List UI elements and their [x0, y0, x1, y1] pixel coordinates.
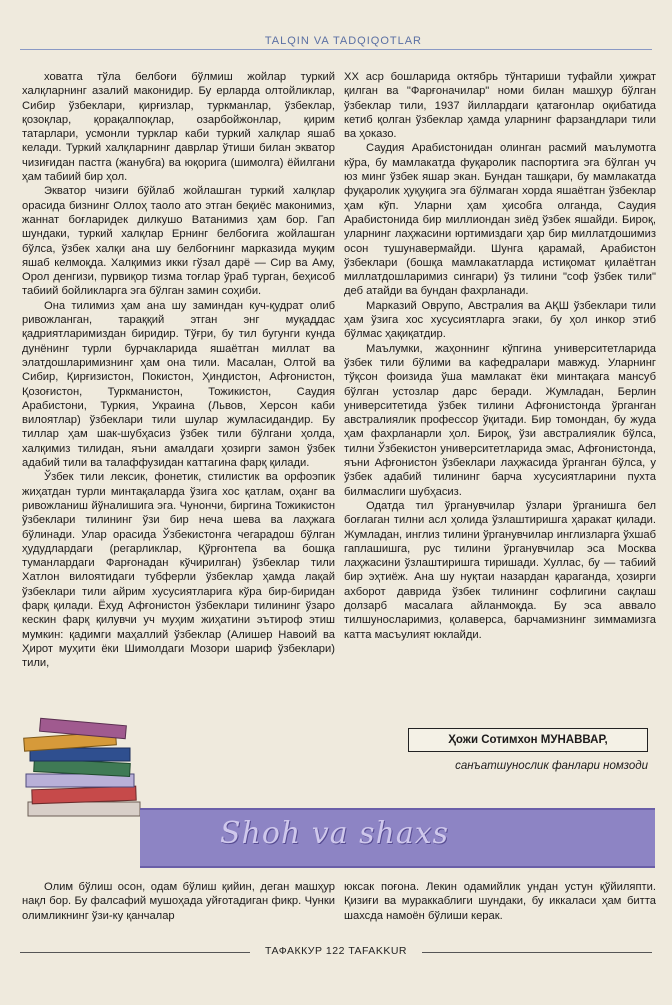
- paragraph: Ўзбек тили лексик, фонетик, стилистик ва орфоэпик жиҳатдан турли минтақаларда ўзига хос қатлам, оҳанг ва ривожланиш йўналишига эга. Чунончи, биргина Тожикистон ўзбеклари тилининг ўзи бир неча шева ва лаҳжага бўлинади. Улар орасида Ўзбекистонга чегарадош бўлган ҳудудлардаги (регарликлар, Қўрғонтепа ва бошқа туманлардаги Фарғонадан кўчирилган) ўзбеклар тили Хатлон вилоятидаги тубферли ўзбеклар ҳамда лақай ўзбеклари тили айрим хусусиятларига кўра бир-биридан фарқ қилади. Ёхуд Афғонистон ўзбеклари тилининг ўзаро кескин фарқ қилувчи уч муҳим жиҳатини эътироф этиш мумкин: қадимги маҳаллий ўзбеклар (Алишер Навоий ва Ҳирот муҳити ёки Шимолдаги Мозори шариф ўзбеклари) тили,: [22, 471, 335, 670]
- paragraph: Маълумки, жаҳоннинг кўпгина университетларида ўзбек тили бўлими ва кафедралари мавжуд. Уларнинг тўқсон фоизида ўша мамлакат ёки минтақага мансуб бўлган устозлар дарс беради. Жумладан, Берлин университетида ўзбек тилини Афғонистонда ўрганган австралиялик профессор ўқитади. Бир томондан, бу жуда ҳам фахрланарли ҳол. Бироқ, ўзи австралиялик бўлса, тилни Ўзбекистон университетларида эмас, Афғонистонда, яъни Афғонистон ўзбеклари лаҳжасида ўрганган бўлса, у ўзбек адабий тилининг барча хусусиятларини пухта билмаслиги шубҳасиз.: [344, 342, 656, 498]
- paragraph: Саудия Арабистонидан олинган расмий маълумотга кўра, бу мамлакатда фуқаролик паспортига эга бўлган уч юз минг ўзбек яшар экан. Бундан ташқари, бу мамлакатда фуқаролик ҳуқуқига эга бўлмаган хорда яшаётган ўзбеклар ҳам кўп. Уларни ҳам ҳисобга олганда, Саудия Арабистонида бир миллиондан зиёд ўзбек яшайди. Бироқ, уларнинг лаҳжасини юртимиздаги ҳар бир миллатдошимиз осон тушунавермайди. Шунга қарамай, Арабистон ўзбеклари (бошқа мамлакатларда истиқомат қилаётган миллатдошларимиз сингари) ўз тилини "соф ўзбек тили" деб атайди ва бундан фахрланади.: [344, 142, 656, 298]
- paragraph: юксак поғона. Лекин одамийлик ундан устун қўйиляпти. Қизиғи ва мураккаблиги шундаки, бу иккаласи ҳам битта шахсда намоён бўлиши керак.: [344, 881, 656, 922]
- author-signature: [408, 728, 648, 800]
- paragraph: Она тилимиз ҳам ана шу заминдан куч-қудрат олиб ривожланган, тараққий этган энг муқаддас қадриятларимиздан биридир. Тўғри, бу тил бугунги кунда дунёнинг турли бурчакларида яшаётган миллат ва элатдошларимизнинг ҳам она тили. Масалан, Олтой ва Сибир, Қирғизистон, Покистон, Ҳиндистон, Афғонистон, Қозоғистон, Туркманистон, Тожикистон, Саудия Арабистони, Туркия, Украина (Львов, Херсон каби вилоятлар) ўзбеклари тили шулар жумласидандир. Бу тиллар ҳам шак-шубҳасиз ўзбек тили бўлгани ҳолда, халқимиз тилидан, яъни амалдаги ҳозирги замон ўзбек адабий тили ва талаффузидан каттагина фарқ қилади.: [22, 299, 335, 470]
- bottom-left-column: [22, 880, 335, 930]
- paragraph: Марказий Оврупо, Австралия ва АҚШ ўзбеклари тили ҳам ўзига хос хусусиятларга эгаки, бу ҳол инкор этиб бўлмас ҳақиқатдир.: [344, 299, 656, 341]
- author-name: Ҳожи Сотимхон МУНАВВАР,: [408, 728, 648, 752]
- left-column: [22, 70, 335, 715]
- paragraph: ховатга тўла белбоғи бўлмиш жойлар туркий халқларнинг азалий маконидир. Бу ерларда олтойликлар, Сибир ўзбеклари, қирғизлар, туркманлар, ўзбеклар, қозоқлар, қорақалпоқлар, озарбойжонлар, қирим татарлари, усмонли турклар каби туркий халқлар яшаб келади. Туркий халқларнинг даврлар ўтиши билан экватор чизиғидан пастга (жанубга) ва юқорига (шимолга) ёйилгани ҳам табиий бир ҳол.: [22, 71, 335, 184]
- author-role: санъатшунослик фанлари номзоди: [455, 760, 648, 772]
- paragraph: XX аср бошларида октябрь тўнтариши туфайли ҳижрат қилган ва "Фарғоначилар" номи билан машҳур бўлган ўзбеклар тили, 1937 йиллардаги қатағонлар оқибатида кетиб қолган ўзбеклар ҳамда уларнинг фарзандлари тили ва ҳоказо.: [344, 71, 656, 141]
- page-footer: [20, 944, 652, 960]
- books-icon: [20, 714, 150, 824]
- right-column: [344, 70, 656, 710]
- header-title: TALQIN VA TADQIQOTLAR: [264, 35, 422, 47]
- banner-title: Shoh va shaxs: [220, 816, 450, 851]
- footer-text: ТАФАККУР 122 TAFAKKUR: [264, 945, 407, 957]
- paragraph: Одатда тил ўрганувчилар ўзлари ўрганишга бел боғлаган тилни асл ҳолида ўзлаштиришга ҳаракат қилади. Жумладан, инглиз тилини ўрганувчилар инглизларга ўхшаб гаплашишга, рус тилини ўрганувчилар эса Москва лаҳжасини ўзлаштиришга тиришади. Хуллас, бу — табиий бир эҳтиёж. Ана шу нуқтаи назардан қараганда, ҳозирги ахборот даврида ўзбек тилининг софлигини сақлаш долзарб масалага айланмоқда. Бу эса аввало тилшуносларимиз, қолаверса, барчамизнинг зиммамизга катта масъулият юклайди.: [344, 499, 656, 641]
- paragraph: Олим бўлиш осон, одам бўлиш қийин, деган машҳур нақл бор. Бу фалсафий мушоҳада уйғотадиган фикр. Чунки олимликнинг ўзи-ку қанчалар: [22, 881, 335, 922]
- bottom-right-column: [344, 880, 656, 930]
- books-illustration: [20, 714, 150, 824]
- header-rule: [20, 49, 652, 50]
- paragraph: Экватор чизиғи бўйлаб жойлашган туркий халқлар орасида бизнинг Оллоҳ таоло ато этган беқиёс маконимиз, жаннат боғларидек дилкушо Ватанимиз ҳам бор. Гап шундаки, туркий халқлар Ернинг белбоғига жойлашган бўлса, ўзбек халқи ана шу белбоғнинг марказида муқим яшаб келмоқда. Халқимиз икки гўзал дарё — Сир ва Аму, Орол денгизи, пурвиқор тизма тоғлар ўраб турган, беҳисоб табиий бойликларга эга бўлган замин соҳиби.: [22, 185, 335, 298]
- running-header: [20, 30, 652, 54]
- section-banner: [140, 808, 655, 868]
